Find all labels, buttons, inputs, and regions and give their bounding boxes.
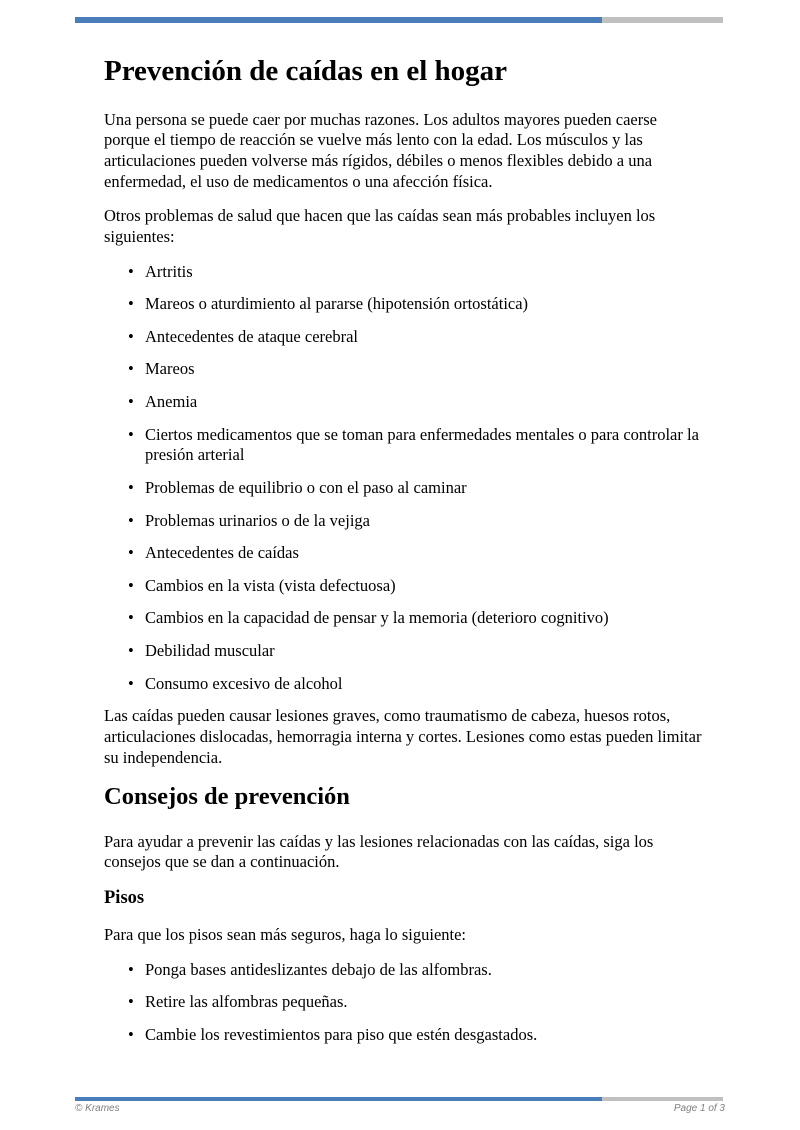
risk-factors-list [104, 262, 702, 695]
footer-copyright: © Krames [75, 1103, 120, 1114]
floor-tip-item: • Ponga bases antideslizantes debajo de las alfombras. [145, 960, 702, 981]
page-title: Prevención de caídas en el hogar [104, 55, 508, 87]
subsection-heading-floors: Pisos [104, 887, 145, 908]
prevention-intro-paragraph: Para ayudar a prevenir las caídas y las lesiones relacionadas con las caídas, siga los consejos que se dan a continuación. [104, 831, 654, 872]
document-content [104, 54, 702, 1058]
footer-rule-blue-segment [75, 1097, 602, 1101]
consequences-paragraph: Las caídas pueden causar lesiones graves, como traumatismo de cabeza, huesos rotos, articulaciones dislocadas, hemorragia interna y cortes. Lesiones como estas pueden limitar su independencia. [104, 706, 702, 767]
risk-factor-item: • Antecedentes de ataque cerebral [145, 327, 702, 348]
risk-factor-item: • Mareos o aturdimiento al pararse (hipotensión ortostática) [145, 294, 702, 315]
floors-tips-list [104, 960, 702, 1046]
top-rule-gray-segment [602, 17, 723, 23]
top-rule [75, 17, 723, 23]
risk-factor-item: • Debilidad muscular [145, 641, 702, 662]
section-heading-prevention: Consejos de prevención [104, 783, 350, 811]
footer-page-number: Page 1 of 3 [673, 1103, 725, 1114]
footer-rule [75, 1097, 723, 1101]
floor-tip-item: • Cambie los revestimientos para piso que estén desgastados. [145, 1025, 702, 1046]
risk-factor-item: • Anemia [145, 392, 702, 413]
intro-paragraph: Una persona se puede caer por muchas razones. Los adultos mayores pueden caerse porque el tiempo de reacción se vuelve más lento con la edad. Los músculos y las articulaciones pueden volverse más rígidos, débiles o menos flexibles debido a una enfermedad, el uso de medicamentos o una afección física. [104, 109, 657, 191]
risk-factors-lead-in: Otros problemas de salud que hacen que las caídas sean más probables incluyen los siguientes: [104, 206, 656, 246]
top-rule-blue-segment [75, 17, 602, 23]
footer-rule-gray-segment [602, 1097, 723, 1101]
floor-tip-item: • Retire las alfombras pequeñas. [145, 992, 702, 1013]
risk-factor-item: • Cambios en la vista (vista defectuosa) [145, 576, 702, 597]
risk-factor-item: • Ciertos medicamentos que se toman para enfermedades mentales o para controlar la presión arterial [145, 425, 702, 466]
page-footer [75, 1103, 725, 1114]
risk-factor-item: • Cambios en la capacidad de pensar y la memoria (deterioro cognitivo) [145, 608, 702, 629]
risk-factor-item: • Problemas de equilibrio o con el paso al caminar [145, 478, 702, 499]
risk-factor-item: • Consumo excesivo de alcohol [145, 674, 702, 695]
risk-factor-item: • Problemas urinarios o de la vejiga [145, 511, 702, 532]
risk-factor-item: • Artritis [145, 262, 702, 283]
floors-lead-in: Para que los pisos sean más seguros, haga lo siguiente: [104, 925, 467, 944]
risk-factor-item: • Antecedentes de caídas [145, 543, 702, 564]
risk-factor-item: • Mareos [145, 359, 702, 380]
